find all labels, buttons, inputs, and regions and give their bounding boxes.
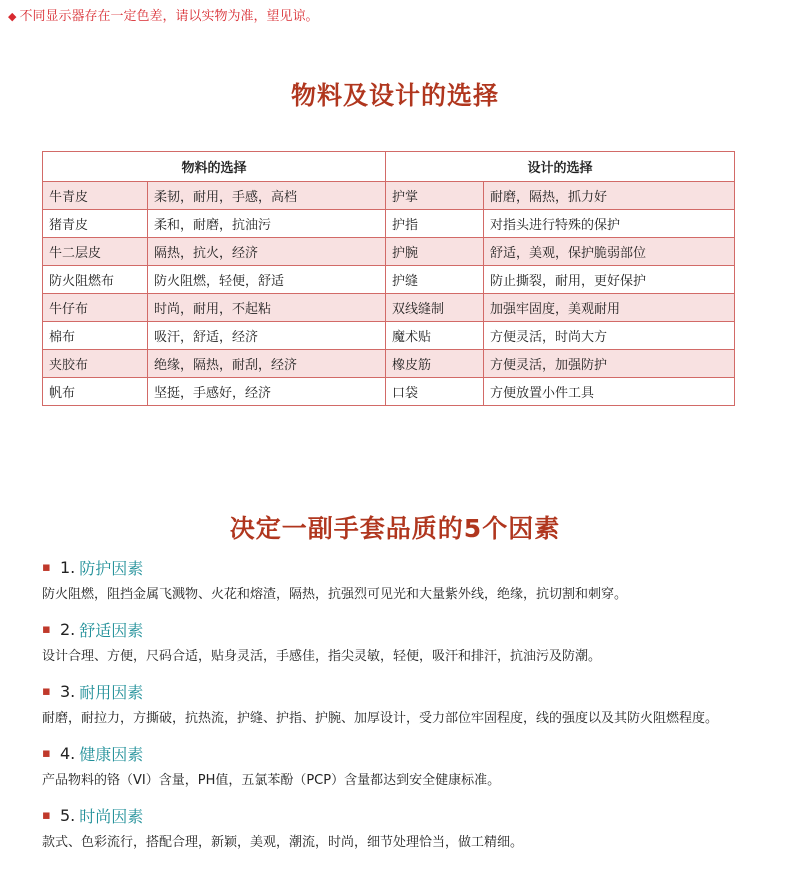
design-name: 护缝: [386, 266, 484, 294]
disclaimer-notice: [8, 5, 318, 24]
materials-design-table: [42, 151, 735, 406]
quality-factors-list: [42, 556, 782, 866]
factor-description: 产品物料的铬（VI）含量，PH值，五氯苯酚（PCP）含量都达到安全健康标准。: [42, 773, 501, 788]
diamond-icon: ◆: [8, 10, 17, 23]
factor-number: 4.: [60, 743, 76, 763]
material-name: 牛青皮: [43, 182, 148, 210]
factor-number: 5.: [60, 805, 76, 825]
table-row: [43, 322, 735, 350]
material-feature: 隔热，抗火，经济: [148, 238, 386, 266]
design-name: 双线缝制: [386, 294, 484, 322]
table-row: [43, 350, 735, 378]
material-name: 夹胶布: [43, 350, 148, 378]
bullet-icon: ▪: [42, 683, 51, 699]
design-feature: 耐磨，隔热，抓力好: [484, 182, 735, 210]
material-feature: 柔韧，耐用，手感，高档: [148, 182, 386, 210]
design-feature: 方便灵活，时尚大方: [484, 322, 735, 350]
bullet-icon: ▪: [42, 745, 51, 761]
design-feature: 方便灵活，加强防护: [484, 350, 735, 378]
table-row: [43, 210, 735, 238]
material-feature: 柔和，耐磨，抗油污: [148, 210, 386, 238]
design-name: 护指: [386, 210, 484, 238]
material-name: 防火阻燃布: [43, 266, 148, 294]
table-row: [43, 238, 735, 266]
factor-name: 健康因素: [79, 744, 144, 764]
factor-name: 耐用因素: [79, 682, 144, 702]
bullet-icon: ▪: [42, 559, 51, 575]
header-materials: 物料的选择: [43, 152, 386, 182]
factor-heading: [42, 804, 782, 826]
factor-description: 设计合理、方便，尺码合适，贴身灵活，手感佳，指尖灵敏，轻便，吸汗和排汗，抗油污及防潮。: [42, 649, 602, 664]
factor-heading: [42, 742, 782, 764]
table-header-row: [43, 152, 735, 182]
factor-heading: [42, 680, 782, 702]
material-feature: 时尚，耐用，不起粘: [148, 294, 386, 322]
design-feature: 方便放置小件工具: [484, 378, 735, 406]
factor-description: 款式、色彩流行，搭配合理，新颖，美观，潮流，时尚，细节处理恰当，做工精细。: [42, 835, 524, 850]
header-design: 设计的选择: [386, 152, 735, 182]
factor-heading: [42, 618, 782, 640]
factor-description: 耐磨，耐拉力，方撕破，抗热流，护缝、护指、护腕、加厚设计，受力部位牢固程度，线的强度以及其防火阻燃程度。: [42, 711, 719, 726]
design-name: 魔术贴: [386, 322, 484, 350]
table-row: [43, 182, 735, 210]
bullet-icon: ▪: [42, 807, 51, 823]
design-name: 护掌: [386, 182, 484, 210]
factor-name: 时尚因素: [79, 806, 144, 826]
material-name: 牛二层皮: [43, 238, 148, 266]
disclaimer-text: 不同显示器存在一定色差，请以实物为准，望见谅。: [19, 9, 319, 24]
bullet-icon: ▪: [42, 621, 51, 637]
factor-number: 2.: [60, 619, 76, 639]
section-title-materials: 物料及设计的选择: [290, 81, 499, 110]
material-feature: 绝缘，隔热，耐刮，经济: [148, 350, 386, 378]
factor-number: 1.: [60, 557, 76, 577]
design-name: 橡皮筋: [386, 350, 484, 378]
table-row: [43, 378, 735, 406]
material-name: 帆布: [43, 378, 148, 406]
factor-number: 3.: [60, 681, 76, 701]
factor-description: 防火阻燃，阻挡金属飞溅物、火花和熔渣，隔热，抗强烈可见光和大量紫外线，绝缘，抗切割和刺穿。: [42, 587, 628, 602]
material-feature: 防火阻燃，轻便，舒适: [148, 266, 386, 294]
design-feature: 对指头进行特殊的保护: [484, 210, 735, 238]
factor-heading: [42, 556, 782, 578]
design-name: 口袋: [386, 378, 484, 406]
factor-name: 防护因素: [79, 558, 144, 578]
section-title-quality-factors: 决定一副手套品质的5个因素: [229, 514, 561, 543]
design-feature: 防止撕裂，耐用，更好保护: [484, 266, 735, 294]
material-name: 棉布: [43, 322, 148, 350]
design-name: 护腕: [386, 238, 484, 266]
design-feature: 舒适，美观，保护脆弱部位: [484, 238, 735, 266]
table-row: [43, 294, 735, 322]
design-feature: 加强牢固度，美观耐用: [484, 294, 735, 322]
material-feature: 吸汗，舒适，经济: [148, 322, 386, 350]
factor-name: 舒适因素: [79, 620, 144, 640]
material-name: 猪青皮: [43, 210, 148, 238]
table-row: [43, 266, 735, 294]
material-name: 牛仔布: [43, 294, 148, 322]
material-feature: 坚挺，手感好，经济: [148, 378, 386, 406]
